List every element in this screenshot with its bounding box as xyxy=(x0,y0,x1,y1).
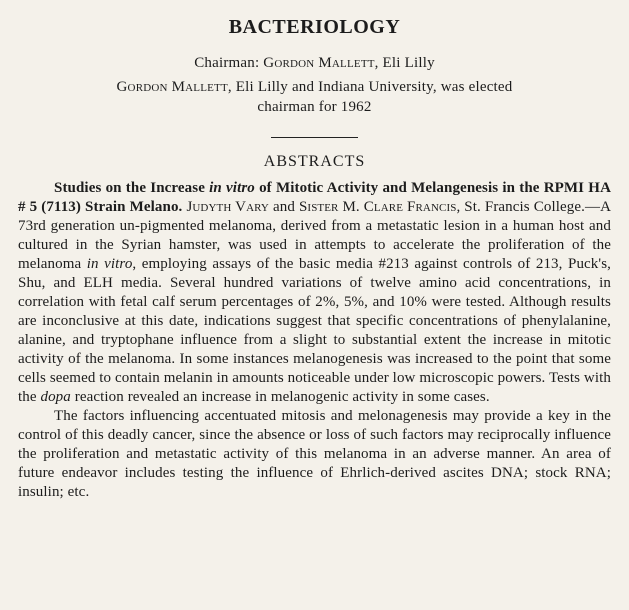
elected-name: Gordon Mallett xyxy=(116,79,228,95)
election-note xyxy=(18,77,611,117)
paragraph-1-text-b: , employing assays of the basic media #213 against controls of 213, Puck's, Shu, and ELH media. Several hundred variations of twelve amino acid concentrations, in correlation with fetal calf serum percentages of 2%, 5%, and 10% were tested. Although results are inconclusive at this date, indications suggest that specific concentrations of phenylalanine, alanine, and tryptophane influence from a slight to substantial extent the increase in mitotic activity of the melanoma. In some instances melanogenesis was increased to the point that some cells seemed to contain melanin in amounts noticeable under low microscopic powers. Tests with the xyxy=(18,256,611,405)
paragraph-1-italic-1: in vitro xyxy=(86,256,133,272)
abstracts-heading: ABSTRACTS xyxy=(263,153,366,170)
paragraph-1-text-a: A 73rd generation un-pigmented melanoma, derived from a metastatic lesion in a human host and cultured in the Syrian hamster, was used in attempts to accelerate the proliferation of the melanoma xyxy=(18,199,611,272)
paragraph-1-italic-2: dopa xyxy=(40,389,71,405)
author-1: Judyth Vary xyxy=(186,199,269,215)
elected-text-line-1: , Eli Lilly and Indiana University, was elected xyxy=(227,79,513,95)
divider-rule xyxy=(271,137,358,138)
paragraph-1-text-c: reaction revealed an increase in melanogenic activity in some cases. xyxy=(70,389,490,405)
chairman-affiliation: , Eli Lilly xyxy=(374,55,435,71)
chairman-name: Gordon Mallett xyxy=(263,55,375,71)
abstract-body xyxy=(18,179,611,502)
author-2: Sister M. Clare Francis xyxy=(298,199,457,215)
elected-text-line-2: chairman for 1962 xyxy=(257,99,372,115)
abstract-title-part-2: of Mitotic Activity and Melangenesis in the RPMI HA # 5 (7113) Strain Melano. xyxy=(18,180,612,215)
abstract-paragraph-1 xyxy=(18,179,611,407)
and-word: and xyxy=(268,199,299,215)
abstract-paragraph-2: The factors influencing accentuated mitosis and melonagenesis may provide a key in the control of this deadly cancer, since the absence or loss of such factors may reciprocally influence the proliferation and metastatic activity of this melanoma in an adverse manner. An area of future endeavor includes testing the influence of Ehrlich-derived ascites DNA; stock RNA; insulin; etc. xyxy=(18,408,611,500)
chairman-line xyxy=(18,54,611,72)
author-affiliation: , St. Francis College.— xyxy=(456,199,601,215)
abstract-title-italic: in vitro xyxy=(209,180,255,196)
section-heading: BACTERIOLOGY xyxy=(228,16,401,38)
chairman-label: Chairman: xyxy=(194,55,260,71)
abstract-title-part-1: Studies on the Increase xyxy=(54,180,210,196)
